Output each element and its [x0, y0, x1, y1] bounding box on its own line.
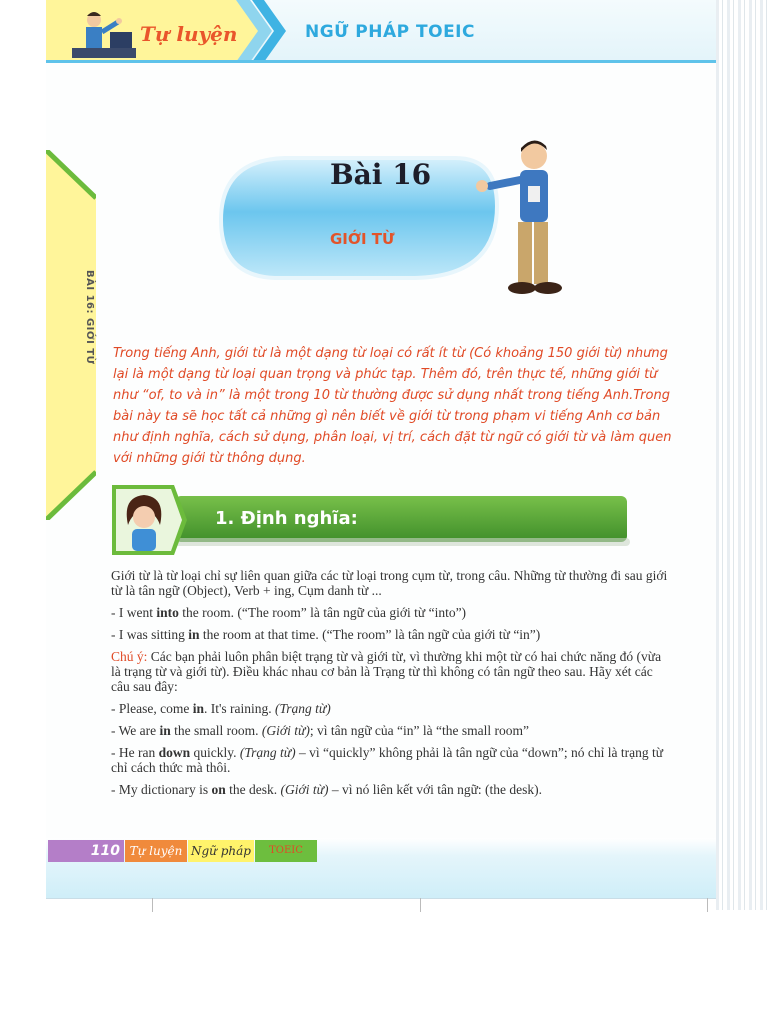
brand-label: Tự luyện — [140, 22, 238, 46]
desk-person-icon — [70, 8, 138, 60]
footer-tag-practice: Tự luyện — [125, 840, 187, 862]
example-line: - We are in the small room. (Giới từ); vì tân ngữ của “in” là “the small room” — [111, 723, 529, 738]
footer-tag-toeic: TOEIC — [255, 840, 317, 862]
page-number: 110 — [48, 840, 124, 862]
example-line: - I went into the room. (“The room” là tân ngữ của giới từ “into”) — [111, 605, 467, 620]
crop-mark — [152, 898, 153, 912]
student-girl-avatar-icon — [112, 485, 187, 555]
crop-mark — [707, 898, 708, 912]
section-title: 1. Định nghĩa: — [215, 508, 358, 529]
note-label: Chú ý: — [111, 649, 148, 664]
note-paragraph: Chú ý: Các bạn phải luôn phân biệt trạng từ và giới từ, vì thường khi một từ có hai chức năng đó (vừa là trạng từ và giới từ). Điều khác nhau cơ bản là Trạng từ thì không có tân ngữ theo sau. Hãy xét các câu sau đây: — [111, 649, 662, 694]
header-underline — [46, 60, 716, 63]
book-title: NGỮ PHÁP TOEIC — [305, 22, 475, 42]
content-body — [111, 568, 671, 804]
intro-paragraph: Trong tiếng Anh, giới từ là một dạng từ loại có rất ít từ (Có khoảng 150 giới từ) nhưng lại là một dạng từ loại quan trọng và phức tạp. Thêm đó, trên thực tế, những giới từ như “of, to và in” là một trong 10 từ thường được sử dụng nhất trong tiếng Anh.Trong bài này ta sẽ học tất cả những gì nên biết về giới từ trong phạm vi tiếng Anh cơ bản như định nghĩa, cách sử dụng, phân loại, vị trí, cách đặt từ ngữ có giới từ và làm quen với những giới từ thông dụng. — [113, 346, 672, 466]
lesson-name: GIỚI TỪ — [330, 230, 395, 248]
example-line: - My dictionary is on the desk. (Giới từ) – vì nó liên kết với tân ngữ: (the desk). — [111, 782, 542, 797]
example-line: - I was sitting in the room at that time. (“The room” là tân ngữ của giới từ “in”) — [111, 627, 541, 642]
footer-tag-grammar: Ngữ pháp — [188, 840, 254, 862]
lesson-number: Bài 16 — [330, 158, 432, 191]
page-edge-stripes — [716, 0, 768, 910]
example-line: - He ran down quickly. (Trạng từ) – vì “quickly” không phải là tân ngữ của “down”; nó chỉ là trạng từ chỉ cách thức mà thôi. — [111, 745, 664, 775]
side-chapter-label: BÀI 16: GIỚI TỪ — [84, 270, 95, 365]
teacher-mascot-icon — [472, 136, 562, 298]
example-line: - Please, come in. It's raining. (Trạng từ) — [111, 701, 331, 716]
definition-paragraph: Giới từ là từ loại chỉ sự liên quan giữa các từ loại trong cụm từ, trong câu. Những từ thường đi sau giới từ là tân ngữ (Object), Verb + ing, Cụm danh từ ... — [111, 568, 668, 598]
crop-mark — [420, 898, 421, 912]
